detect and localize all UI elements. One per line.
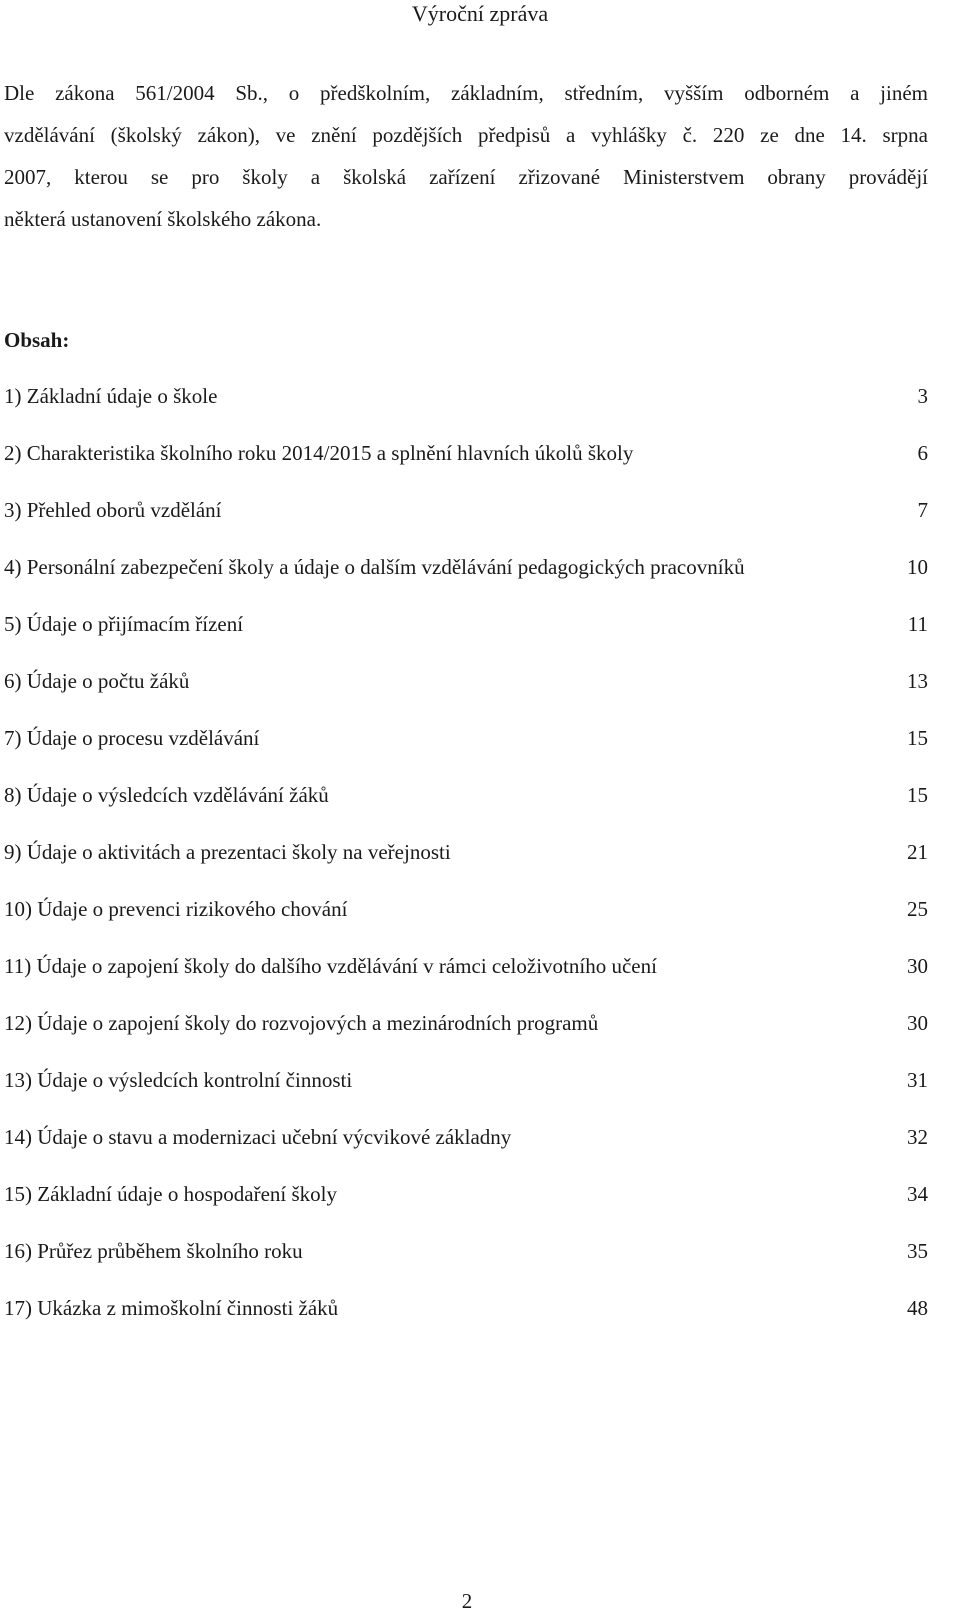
toc-item-label: 6) Údaje o počtu žáků [4, 669, 190, 693]
toc-item-label: 9) Údaje o aktivitách a prezentaci školy na veřejnosti [4, 840, 451, 864]
document-title: Výroční zpráva [411, 1, 549, 26]
toc-item-page: 15 [907, 783, 928, 807]
toc-item-page: 10 [907, 555, 928, 579]
intro-line: Dle zákona 561/2004 Sb., o předškolním, základním, středním, vyšším odborném a jiném [4, 81, 928, 105]
toc-item-page: 25 [907, 897, 928, 921]
toc-item [4, 1237, 928, 1294]
toc-item [4, 1294, 928, 1351]
toc-item-page: 32 [907, 1125, 928, 1149]
toc-item-page: 15 [907, 726, 928, 750]
toc-item-page: 30 [907, 1011, 928, 1035]
toc-item-label: 12) Údaje o zapojení školy do rozvojových a mezinárodních programů [4, 1011, 599, 1035]
toc-item [4, 439, 928, 496]
toc-item [4, 838, 928, 895]
toc-item-page: 3 [917, 384, 928, 408]
toc-item-label: 14) Údaje o stavu a modernizaci učební výcvikové základny [4, 1125, 512, 1149]
toc-item-page: 6 [917, 441, 928, 465]
toc-item-page: 21 [907, 840, 928, 864]
toc-item-label: 2) Charakteristika školního roku 2014/2015 a splnění hlavních úkolů školy [4, 441, 634, 465]
toc-item-label: 7) Údaje o procesu vzdělávání [4, 726, 260, 750]
toc-item-page: 34 [907, 1182, 928, 1206]
toc-item-page: 11 [907, 612, 928, 636]
toc-item-label: 1) Základní údaje o škole [4, 384, 218, 408]
toc-item-page: 31 [907, 1068, 928, 1092]
toc-item-label: 8) Údaje o výsledcích vzdělávání žáků [4, 783, 329, 807]
toc-item-label: 5) Údaje o přijímacím řízení [4, 612, 244, 636]
toc-item-page: 48 [907, 1296, 928, 1320]
toc-item-label: 17) Ukázka z mimoškolní činnosti žáků [4, 1296, 339, 1320]
toc-item [4, 724, 928, 781]
intro-line: 2007, kterou se pro školy a školská zařízení zřizované Ministerstvem obrany provádějí [4, 165, 928, 189]
toc-item [4, 1009, 928, 1066]
intro-line: vzdělávání (školský zákon), ve znění pozdějších předpisů a vyhlášky č. 220 ze dne 14. srpna [4, 123, 928, 147]
toc-item [4, 1180, 928, 1237]
toc-item [4, 895, 928, 952]
toc-item-label: 10) Údaje o prevenci rizikového chování [4, 897, 348, 921]
toc-item [4, 382, 928, 439]
toc-item [4, 610, 928, 667]
toc-item-page: 30 [907, 954, 928, 978]
toc-item-label: 15) Základní údaje o hospodaření školy [4, 1182, 338, 1206]
intro-paragraph [4, 72, 928, 240]
toc-item-page: 13 [907, 669, 928, 693]
toc-item-label: 16) Průřez průběhem školního roku [4, 1239, 303, 1263]
toc-item-page: 7 [917, 498, 928, 522]
toc-item-label: 4) Personální zabezpečení školy a údaje o dalším vzdělávání pedagogických pracovníků [4, 555, 745, 579]
toc-heading: Obsah: [4, 328, 70, 352]
intro-line: některá ustanovení školského zákona. [4, 207, 322, 231]
toc-item [4, 1123, 928, 1180]
toc-item [4, 553, 928, 610]
table-of-contents [4, 382, 928, 1351]
toc-item [4, 496, 928, 553]
toc-item-label: 11) Údaje o zapojení školy do dalšího vzdělávání v rámci celoživotního učení [4, 954, 657, 978]
toc-item [4, 781, 928, 838]
toc-item [4, 952, 928, 1009]
toc-item [4, 1066, 928, 1123]
toc-item [4, 667, 928, 724]
toc-item-page: 35 [907, 1239, 928, 1263]
toc-item-label: 13) Údaje o výsledcích kontrolní činnosti [4, 1068, 353, 1092]
page-number: 2 [461, 1589, 473, 1613]
toc-item-label: 3) Přehled oborů vzdělání [4, 498, 222, 522]
